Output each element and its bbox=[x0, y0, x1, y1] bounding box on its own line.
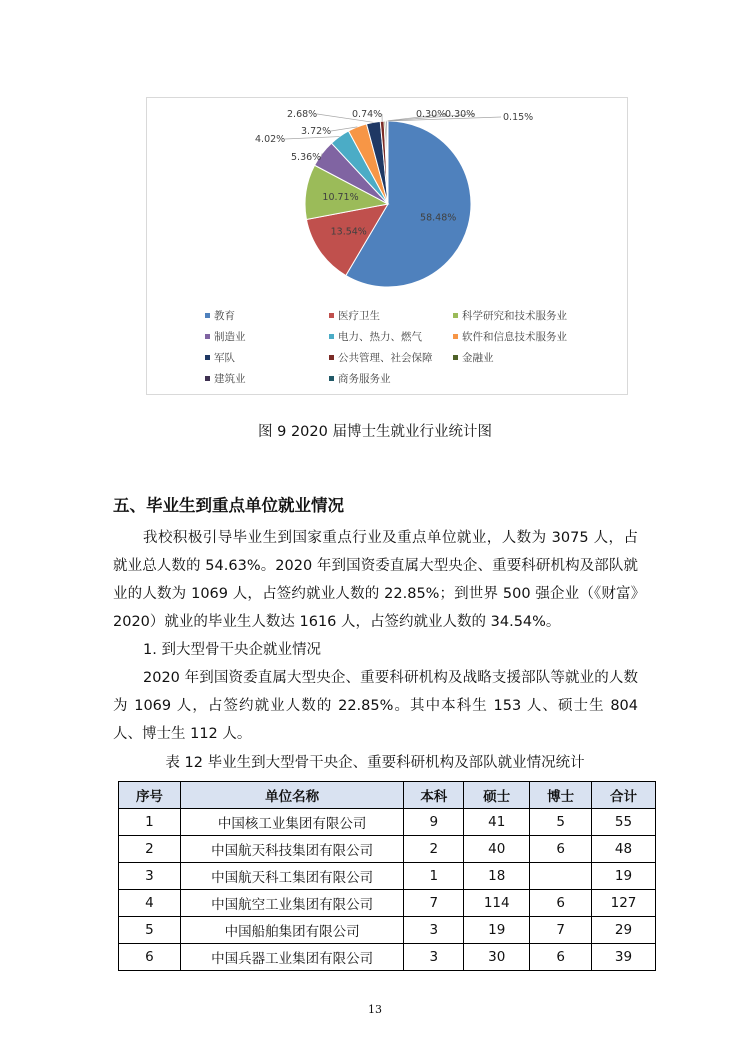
table-caption: 表 12 毕业生到大型骨干央企、重要科研机构及部队就业情况统计 bbox=[165, 755, 585, 771]
slice-label: 0.15% bbox=[503, 112, 534, 123]
table-cell: 6 bbox=[530, 890, 592, 917]
slice-label: 4.02% bbox=[255, 134, 286, 145]
legend-label: 软件和信息技术服务业 bbox=[462, 331, 567, 343]
section-title: 五、毕业生到重点单位就业情况 bbox=[113, 496, 344, 515]
table-cell: 中国航天科工集团有限公司 bbox=[180, 863, 404, 890]
legend-item bbox=[205, 308, 235, 323]
pie-chart-svg bbox=[147, 98, 627, 303]
header-cell: 硕士 bbox=[464, 782, 530, 809]
figure-caption: 图 9 2020 届博士生就业行业统计图 bbox=[258, 424, 492, 440]
slice-label: 13.54% bbox=[330, 226, 367, 238]
header-cell: 单位名称 bbox=[180, 782, 404, 809]
table-cell: 55 bbox=[592, 809, 656, 836]
table-row bbox=[119, 809, 656, 836]
legend-item bbox=[205, 371, 246, 386]
slice-label: 0.74% bbox=[352, 109, 383, 120]
paragraph-1: 我校积极引导毕业生到国家重点行业及重点单位就业，人数为 3075 人，占就业总人数的 54.63%。2020 年到国资委直属大型央企、重要科研机构及部队就业的人数为 1069 人，占签约就业人数的 22.85%；到世界 500 强企业（《财富》2020）就业的毕业生人数达 1616 人，占签约就业人数的 34.54%。 bbox=[113, 530, 638, 630]
legend-label: 电力、热力、燃气 bbox=[338, 331, 422, 343]
table-cell: 127 bbox=[592, 890, 656, 917]
table-header-row bbox=[119, 782, 656, 809]
table-cell: 40 bbox=[464, 836, 530, 863]
table-row bbox=[119, 917, 656, 944]
legend-swatch bbox=[329, 355, 334, 360]
table-row bbox=[119, 890, 656, 917]
legend-swatch bbox=[205, 355, 210, 360]
legend-item bbox=[205, 350, 235, 365]
legend-swatch bbox=[453, 355, 458, 360]
table-cell: 18 bbox=[464, 863, 530, 890]
legend-item bbox=[205, 329, 246, 344]
table-cell: 19 bbox=[592, 863, 656, 890]
table-cell: 2 bbox=[119, 836, 181, 863]
employment-table bbox=[118, 781, 656, 971]
legend-label: 教育 bbox=[214, 310, 235, 322]
table-row bbox=[119, 836, 656, 863]
table-cell: 9 bbox=[404, 809, 464, 836]
legend-label: 商务服务业 bbox=[338, 373, 391, 385]
table-cell: 6 bbox=[530, 944, 592, 971]
slice-label: 3.72% bbox=[301, 126, 332, 137]
table-cell: 1 bbox=[404, 863, 464, 890]
slice-label: 10.71% bbox=[322, 191, 359, 203]
legend-swatch bbox=[329, 313, 334, 318]
table-cell: 7 bbox=[404, 890, 464, 917]
legend-label: 金融业 bbox=[462, 352, 494, 364]
legend-label: 医疗卫生 bbox=[338, 310, 380, 322]
table-cell: 3 bbox=[119, 863, 181, 890]
table-cell: 中国兵器工业集团有限公司 bbox=[180, 944, 404, 971]
header-cell: 本科 bbox=[404, 782, 464, 809]
table-cell: 5 bbox=[530, 809, 592, 836]
table-cell: 41 bbox=[464, 809, 530, 836]
legend-swatch bbox=[453, 313, 458, 318]
table-cell bbox=[530, 863, 592, 890]
legend-item bbox=[329, 329, 422, 344]
table-cell: 中国核工业集团有限公司 bbox=[180, 809, 404, 836]
legend-item bbox=[453, 308, 567, 323]
slice-label: 2.68% bbox=[287, 109, 318, 120]
table-cell: 3 bbox=[404, 917, 464, 944]
legend-swatch bbox=[329, 376, 334, 381]
slice-label: 0.30% bbox=[445, 109, 476, 120]
slice-label: 5.36% bbox=[291, 152, 322, 163]
table-cell: 2 bbox=[404, 836, 464, 863]
legend-swatch bbox=[329, 334, 334, 339]
legend-item bbox=[453, 350, 494, 365]
table-cell: 中国航天科技集团有限公司 bbox=[180, 836, 404, 863]
legend-item bbox=[329, 371, 391, 386]
legend-swatch bbox=[205, 376, 210, 381]
paragraph-2: 2020 年到国资委直属大型央企、重要科研机构及战略支援部队等就业的人数为 1069 人，占签约就业人数的 22.85%。其中本科生 153 人、硕士生 804 人、博士生 112 人。 bbox=[113, 670, 638, 742]
legend-swatch bbox=[205, 313, 210, 318]
legend-item bbox=[453, 329, 567, 344]
legend-label: 建筑业 bbox=[214, 373, 246, 385]
table-cell: 中国航空工业集团有限公司 bbox=[180, 890, 404, 917]
table-cell: 3 bbox=[404, 944, 464, 971]
table-row bbox=[119, 863, 656, 890]
table-cell: 6 bbox=[119, 944, 181, 971]
table-cell: 48 bbox=[592, 836, 656, 863]
page-number: 13 bbox=[368, 1003, 382, 1016]
legend-swatch bbox=[453, 334, 458, 339]
legend-label: 公共管理、社会保障 bbox=[338, 352, 433, 364]
legend-label: 军队 bbox=[214, 352, 235, 364]
table-cell: 4 bbox=[119, 890, 181, 917]
table-cell: 29 bbox=[592, 917, 656, 944]
table-cell: 5 bbox=[119, 917, 181, 944]
table-cell: 中国船舶集团有限公司 bbox=[180, 917, 404, 944]
slice-label: 58.48% bbox=[420, 212, 457, 224]
legend-item bbox=[329, 350, 433, 365]
legend-label: 科学研究和技术服务业 bbox=[462, 310, 567, 322]
legend-item bbox=[329, 308, 380, 323]
subheading: 1. 到大型骨干央企就业情况 bbox=[143, 642, 321, 658]
table-row bbox=[119, 944, 656, 971]
header-cell: 博士 bbox=[530, 782, 592, 809]
legend-label: 制造业 bbox=[214, 331, 246, 343]
table-cell: 6 bbox=[530, 836, 592, 863]
table-cell: 19 bbox=[464, 917, 530, 944]
table-cell: 1 bbox=[119, 809, 181, 836]
table-cell: 39 bbox=[592, 944, 656, 971]
table-cell: 7 bbox=[530, 917, 592, 944]
table-cell: 30 bbox=[464, 944, 530, 971]
legend-swatch bbox=[205, 334, 210, 339]
header-cell: 合计 bbox=[592, 782, 656, 809]
table-cell: 114 bbox=[464, 890, 530, 917]
header-cell: 序号 bbox=[119, 782, 181, 809]
pie-chart bbox=[146, 97, 628, 395]
slice-label: 0.30% bbox=[416, 109, 447, 120]
